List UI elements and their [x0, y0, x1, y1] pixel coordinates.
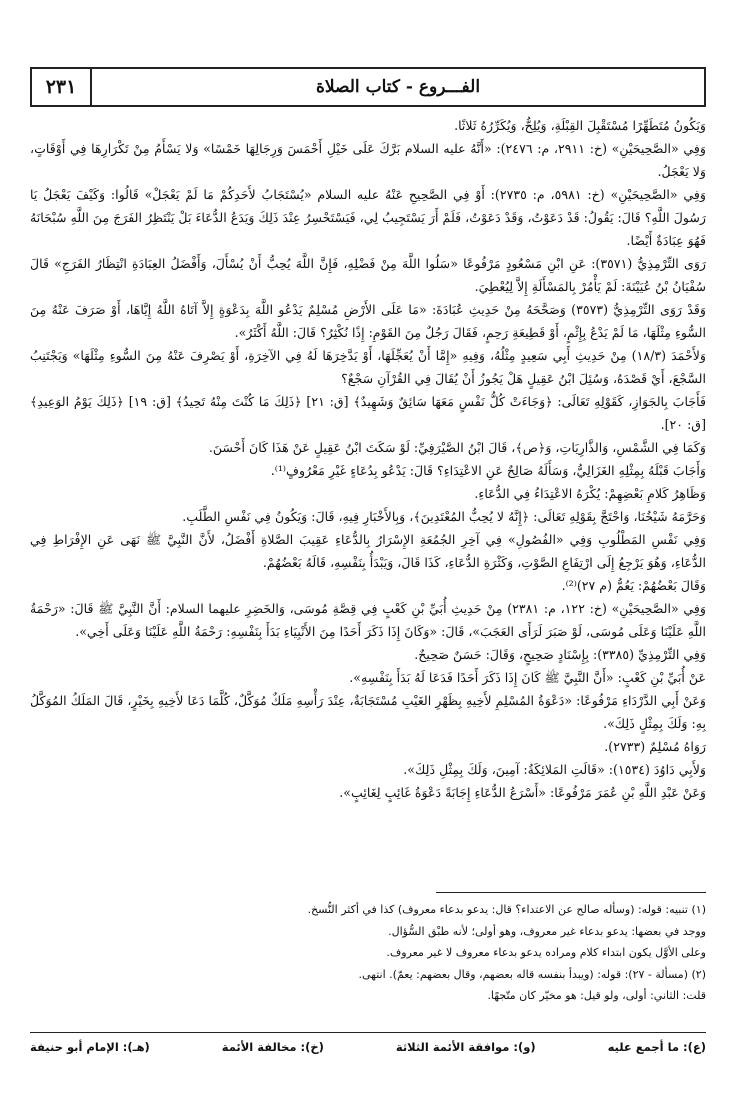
abbreviation-legend	[30, 1036, 706, 1058]
paragraph: وَقَالَ بَعْضُهُمْ: يَعُمُّ (م ٢٧)⁽²⁾.	[561, 578, 706, 593]
legend-item: (هـ): الإمام أبو حنيفة	[30, 1040, 150, 1054]
paragraph: رَوَاهُ مُسْلِمٌ (٢٧٣٣).	[604, 739, 706, 754]
footnote-divider	[436, 892, 706, 893]
paragraph: وَعَنْ عَبْدِ اللَّهِ بْنِ عُمَرَ مَرْفُوعًا: «أَسْرَعُ الدُّعَاءِ إِجَابَةً دَعْوَةُ غَائِبٍ لِغَائِبٍ».	[339, 785, 706, 800]
page-header	[30, 67, 706, 107]
page-title: الفـــروع - كتاب الصلاة	[315, 77, 481, 97]
footnotes	[30, 899, 706, 1029]
paragraph: وَفِي «الصَّحِيحَيْنِ» (خ: ١٢٢، م: ٢٣٨١) مِنْ حَدِيثِ أُبَيِّ بْنِ كَعْبٍ فِي قِصَّةِ مُوسَى، وَالخَضِرِ عليهما السلام: أَنَّ النَّبِيَّ ﷺ قَالَ: «رَحْمَةُ اللَّهِ عَلَيْنَا وَعَلَى مُوسَى، لَوْ صَبَرَ لَرَأَى العَجَبَ»، قَالَ: «وَكَانَ إِذَا ذَكَرَ أَحَدًا مِنَ الأَنْبِيَاءِ بَدَأَ بِنَفْسِهِ: رَحْمَةُ اللَّهِ عَلَيْنَا وَعَلَى أَخِي».	[30, 601, 706, 639]
paragraph: وَفِي التِّرْمِذِيِّ (٣٣٨٥): بِإِسْنَادٍ صَحِيحٍ، وَقَالَ: حَسَنٌ صَحِيحٌ.	[414, 647, 706, 662]
paragraph: وَلأَحْمَدَ (١٨/٣) مِنْ حَدِيثِ أَبِي سَعِيدٍ مِثْلُهُ، وَفِيهِ «إِمَّا أَنْ يُعَجِّلَهَا، أَوْ يَدَّخِرَهَا لَهُ فِي الآخِرَةِ، أَوْ يَصْرِفَ عَنْهُ مِنَ السُّوءِ مِثْلَهَا» وَيَجْتَنِبُ السَّجْعَ، أَيْ قَصْدَهُ، وَسُئِلَ ابْنُ عَقِيلٍ هَلْ يَجُوزُ أَنْ يُقَالَ فِي القُرْآنِ سَجْعٌ؟	[30, 348, 706, 386]
main-text	[30, 114, 706, 884]
paragraph: وَفِي نَفْسِ المَطْلُوبِ وَفِي «الفُصُولِ» فِي آخِرِ الجُمُعَةِ الإِسْرَارُ بِالدُّعَاءِ عَقِيبَ الصَّلاةِ أَفْضَلُ، لأَنَّ النَّبِيَّ ﷺ نَهَى عَنِ الإِفْرَاطِ فِي الدُّعَاءِ، وَهُوَ يَرْجِعُ إِلَى ارْتِفَاعِ الصَّوْتِ، وَكَثْرَةِ الدُّعَاءِ، كَذَا قَالَ، وَيَبْدَأُ بِنَفْسِهِ، قَالَهُ بَعْضُهُمْ.	[30, 532, 706, 570]
paragraph: عَنْ أُبَيِّ بْنِ كَعْبٍ: «أَنَّ النَّبِيَّ ﷺ كَانَ إِذَا ذَكَرَ أَحَدًا فَدَعَا لَهُ بَدَأَ بِنَفْسِهِ».	[349, 670, 706, 685]
paragraph: وَكَمَا فِي الشَّمْسِ، وَالذَّارِيَاتِ، وَ﴿ص﴾، قَالَ ابْنُ الصَّيْرَفِيِّ: لَوْ سَكَتَ ابْنُ عَقِيلٍ عَنْ هَذَا كَانَ أَحْسَنَ.	[208, 440, 706, 455]
paragraph: وَفِي «الصَّحِيحَيْنِ» (خ: ٥٩٨١، م: ٢٧٣٥): أَوْ فِي الصَّحِيحِ عَنْهُ عليه السلام «يُسْتَجَابُ لأَحَدِكُمْ مَا لَمْ يَعْجَلْ» قَالُوا: وَكَيْفَ يَعْجَلُ يَا رَسُولَ اللَّهِ؟ قَالَ: يَقُولُ: قَدْ دَعَوْتُ، وَقَدْ دَعَوْتُ، فَلَمْ أَرَ يَسْتَجِيبُ لِي، فَيَسْتَحْسِرُ عِنْدَ ذَلِكَ وَيَدَعُ الدُّعَاءَ بَلْ يَنْتَظِرُ الفَرَجَ مِنَ اللَّهِ سُبْحَانَهُ فَهُوَ عِبَادَةٌ أَيْضًا.	[30, 187, 706, 248]
paragraph: وَظَاهِرُ كَلامِ بَعْضِهِمْ: يُكْرَهُ الاعْتِدَاءُ فِي الدُّعَاءِ.	[474, 486, 706, 501]
paragraph: وَعَنْ أَبِي الدَّرْدَاءِ مَرْفُوعًا: «دَعْوَةُ المُسْلِمِ لأَخِيهِ بِظَهْرِ الغَيْبِ مُسْتَجَابَةٌ، عِنْدَ رَأْسِهِ مَلَكٌ مُوَكَّلٌ، كُلَّمَا دَعَا لأَخِيهِ بِخَيْرٍ، قَالَ المَلَكُ المُوَكَّلُ بِهِ: وَلَكَ بِمِثْلٍ ذَلِكَ».	[30, 693, 706, 731]
footnote-line: وعلى الأوَّل يكون ابتداء كلام ومراده يدعو بدعاء معروف لا غير معروف.	[386, 946, 706, 959]
paragraph: رَوَى التِّرْمِذِيُّ (٣٥٧١): عَنِ ابْنِ مَسْعُودٍ مَرْفُوعًا «سَلُوا اللَّهَ مِنْ فَضْلِهِ، فَإِنَّ اللَّهَ يُحِبُّ أَنْ يُسْأَلَ، وَأَفْضَلُ العِبَادَةِ انْتِظَارُ الفَرَجِ» قَالَ سُفْيَانُ بْنُ عُيَيْنَةَ: لَمْ يَأْمُرْ بِالمَسْأَلَةِ إِلاَّ لِيُعْطِيَ.	[30, 256, 706, 294]
footnote-line: (٢) (مسألة - ٢٧): قوله: (ويبدأ بنفسه قاله بعضهم، وقال بعضهم: يعمّ). انتهى.	[358, 967, 706, 981]
footnote-line: ووجد في بعضها: يدعو بدعاء غير معروف، وهو أولى؛ لأنه طبْق السُّؤال.	[388, 924, 706, 938]
footnote-line: قلت: الثاني: أولى، ولو قيل: هو مخيّر كان متّجهًا.	[487, 989, 706, 1002]
paragraph: وَلأَبِي دَاوُدَ (١٥٣٤): «قَالَتِ المَلائِكَةُ: آمِينَ، وَلَكَ بِمِثْلِ ذَلِكَ».	[403, 762, 706, 777]
legend-item: (و): موافقة الأئمة الثلاثة	[395, 1040, 536, 1054]
paragraph: وَأَجَابَ قَبْلَهُ بِمِثْلِهِ الغَزَالِيُّ، وَسَأَلَهُ صَالِحٌ عَنِ الاعْتِدَاءِ؟ قَالَ: يَدْعُو بِدُعَاءٍ غَيْرِ مَعْرُوفٍ⁽¹⁾.	[270, 463, 706, 478]
paragraph: وَيَكُونُ مُتَطَهِّرًا مُسْتَقْبِلَ القِبْلَةِ، وَيُلِحُّ، وَيُكَرِّرُهُ ثَلاثًا.	[454, 118, 706, 133]
legend-item: (ع): ما أجمع عليه	[607, 1040, 706, 1054]
paragraph: وَقَدْ رَوَى التِّرْمِذِيُّ (٣٥٧٣) وَصَحَّحَهُ مِنْ حَدِيثِ عُبَادَةَ: «مَا عَلَى الأَرْضِ مُسْلِمٌ يَدْعُو اللَّهَ بِدَعْوَةٍ إِلاَّ آتَاهُ اللَّهُ إِيَّاهَا، أَوْ صَرَفَ عَنْهُ مِنَ السُّوءِ مِثْلَهَا، مَا لَمْ يَدْعُ بِإِثْمٍ، أَوْ قَطِيعَةِ رَحِمٍ، فَقَالَ رَجُلٌ مِنَ القَوْمِ: إِذًا نُكْثِرُ؟ قَالَ: اللَّهُ أَكْثَرُ».	[30, 302, 706, 340]
legend-item: (خ): مخالفة الأئمة	[221, 1040, 324, 1054]
paragraph: وَحَرَّمَهُ شَيْخُنَا، وَاحْتَجَّ بِقَوْلِهِ تَعَالَى: ﴿إِنَّهُ لا يُحِبُّ المُعْتَدِينَ﴾، وَبِالأَخْبَارِ فِيهِ، قَالَ: وَيَكُونُ فِي نَفْسِ الطَّلَبِ.	[182, 509, 706, 524]
footnote-line: (١) تنبيه: قوله: (وسأله صالح عن الاعتداء؟ قال: يدعو بدعاء معروف) كذا في أكثر النُّسخ.	[307, 903, 706, 916]
legend-divider	[30, 1032, 706, 1033]
page-number: ٢٣١	[32, 69, 92, 105]
paragraph: وَفِي «الصَّحِيحَيْنِ» (خ: ٢٩١١، م: ٢٤٧٦): «أَنَّهُ عليه السلام بَرَّكَ عَلَى خَيْلِ أَحْمَسَ وَرِجَالِهَا خَمْسًا» وَلا يَسْأَمُ مِنْ تَكْرَارِهَا فِي أَوْقَاتٍ، وَلا يَعْجَلُ.	[30, 141, 706, 179]
paragraph: فَأَجَابَ بِالجَوَازِ، كَقَوْلِهِ تَعَالَى: ﴿وَجَاءَتْ كُلُّ نَفْسٍ مَعَهَا سَائِقٌ وَشَهِيدٌ﴾ [ق: ٢١] ﴿ذَلِكَ مَا كُنْتَ مِنْهُ تَحِيدُ﴾ [ق: ١٩] ﴿ذَلِكَ يَوْمُ الوَعِيدِ﴾ [ق: ٢٠].	[30, 394, 706, 432]
